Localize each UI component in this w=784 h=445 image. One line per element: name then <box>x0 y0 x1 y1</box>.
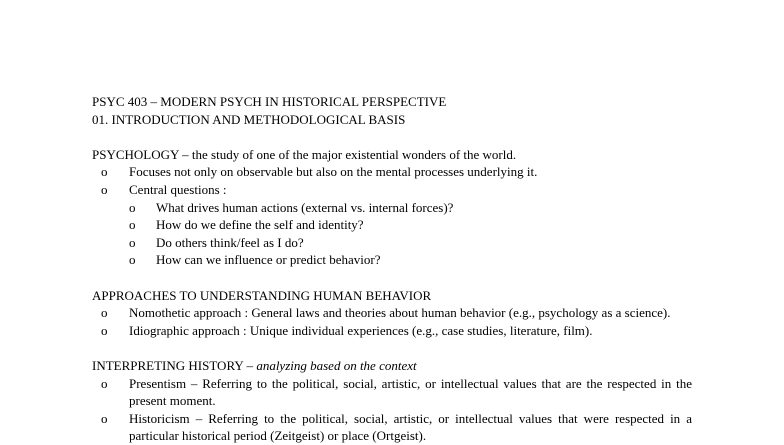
course-title: PSYC 403 – MODERN PSYCH IN HISTORICAL PERSPECTIVE <box>92 94 447 109</box>
bullet-icon: o <box>101 164 108 180</box>
bullet-icon: o <box>129 252 136 268</box>
question-text: What drives human actions (external vs. internal forces)? <box>156 199 454 215</box>
bullet-icon: o <box>129 217 136 233</box>
list-item <box>92 322 692 340</box>
history-heading-text: INTERPRETING HISTORY – <box>92 357 257 373</box>
bullet-icon: o <box>101 410 108 426</box>
bullet-icon: o <box>101 375 108 391</box>
lecture-title: 01. INTRODUCTION AND METHODOLOGICAL BASIS <box>92 111 406 127</box>
bullet-icon: o <box>101 322 108 338</box>
list-item <box>92 181 692 199</box>
list-item-text: Central questions : <box>129 181 227 197</box>
list-item-text: Nomothetic approach : General laws and theories about human behavior (e.g., psychology as a science). <box>129 305 671 321</box>
history-heading <box>92 357 692 375</box>
approaches-heading: APPROACHES TO UNDERSTANDING HUMAN BEHAVIOR <box>92 287 432 303</box>
list-item-text: Historicism – Referring to the political, social, artistic, or intellectual values that were respected in a particular historical period (Zeitgeist) or place (Ortgeist). <box>129 410 692 444</box>
question-text: How can we influence or predict behavior? <box>156 252 381 268</box>
list-item <box>92 163 692 181</box>
list-item <box>92 304 692 322</box>
bullet-icon: o <box>129 199 136 215</box>
question-text: How do we define the self and identity? <box>156 217 364 233</box>
history-heading-italic: analyzing based on the context <box>256 357 417 373</box>
bullet-icon: o <box>129 234 136 250</box>
list-item-text: Idiographic approach : Unique individual experiences (e.g., case studies, literature, film). <box>129 322 593 338</box>
list-item-text: Presentism – Referring to the political, social, artistic, or intellectual values that are the respected in the present moment. <box>129 375 692 409</box>
sub-list-item <box>92 216 692 234</box>
question-text: Do others think/feel as I do? <box>156 234 304 250</box>
psychology-heading: PSYCHOLOGY – the study of one of the major existential wonders of the world. <box>92 146 517 162</box>
sub-list-item <box>92 251 692 269</box>
list-item <box>92 410 692 445</box>
sub-list-item <box>92 234 692 252</box>
bullet-icon: o <box>101 305 108 321</box>
bullet-icon: o <box>101 181 108 197</box>
sub-list-item <box>92 199 692 217</box>
document-body <box>92 93 692 445</box>
list-item <box>92 375 692 410</box>
list-item-text: Focuses not only on observable but also on the mental processes underlying it. <box>129 164 538 180</box>
